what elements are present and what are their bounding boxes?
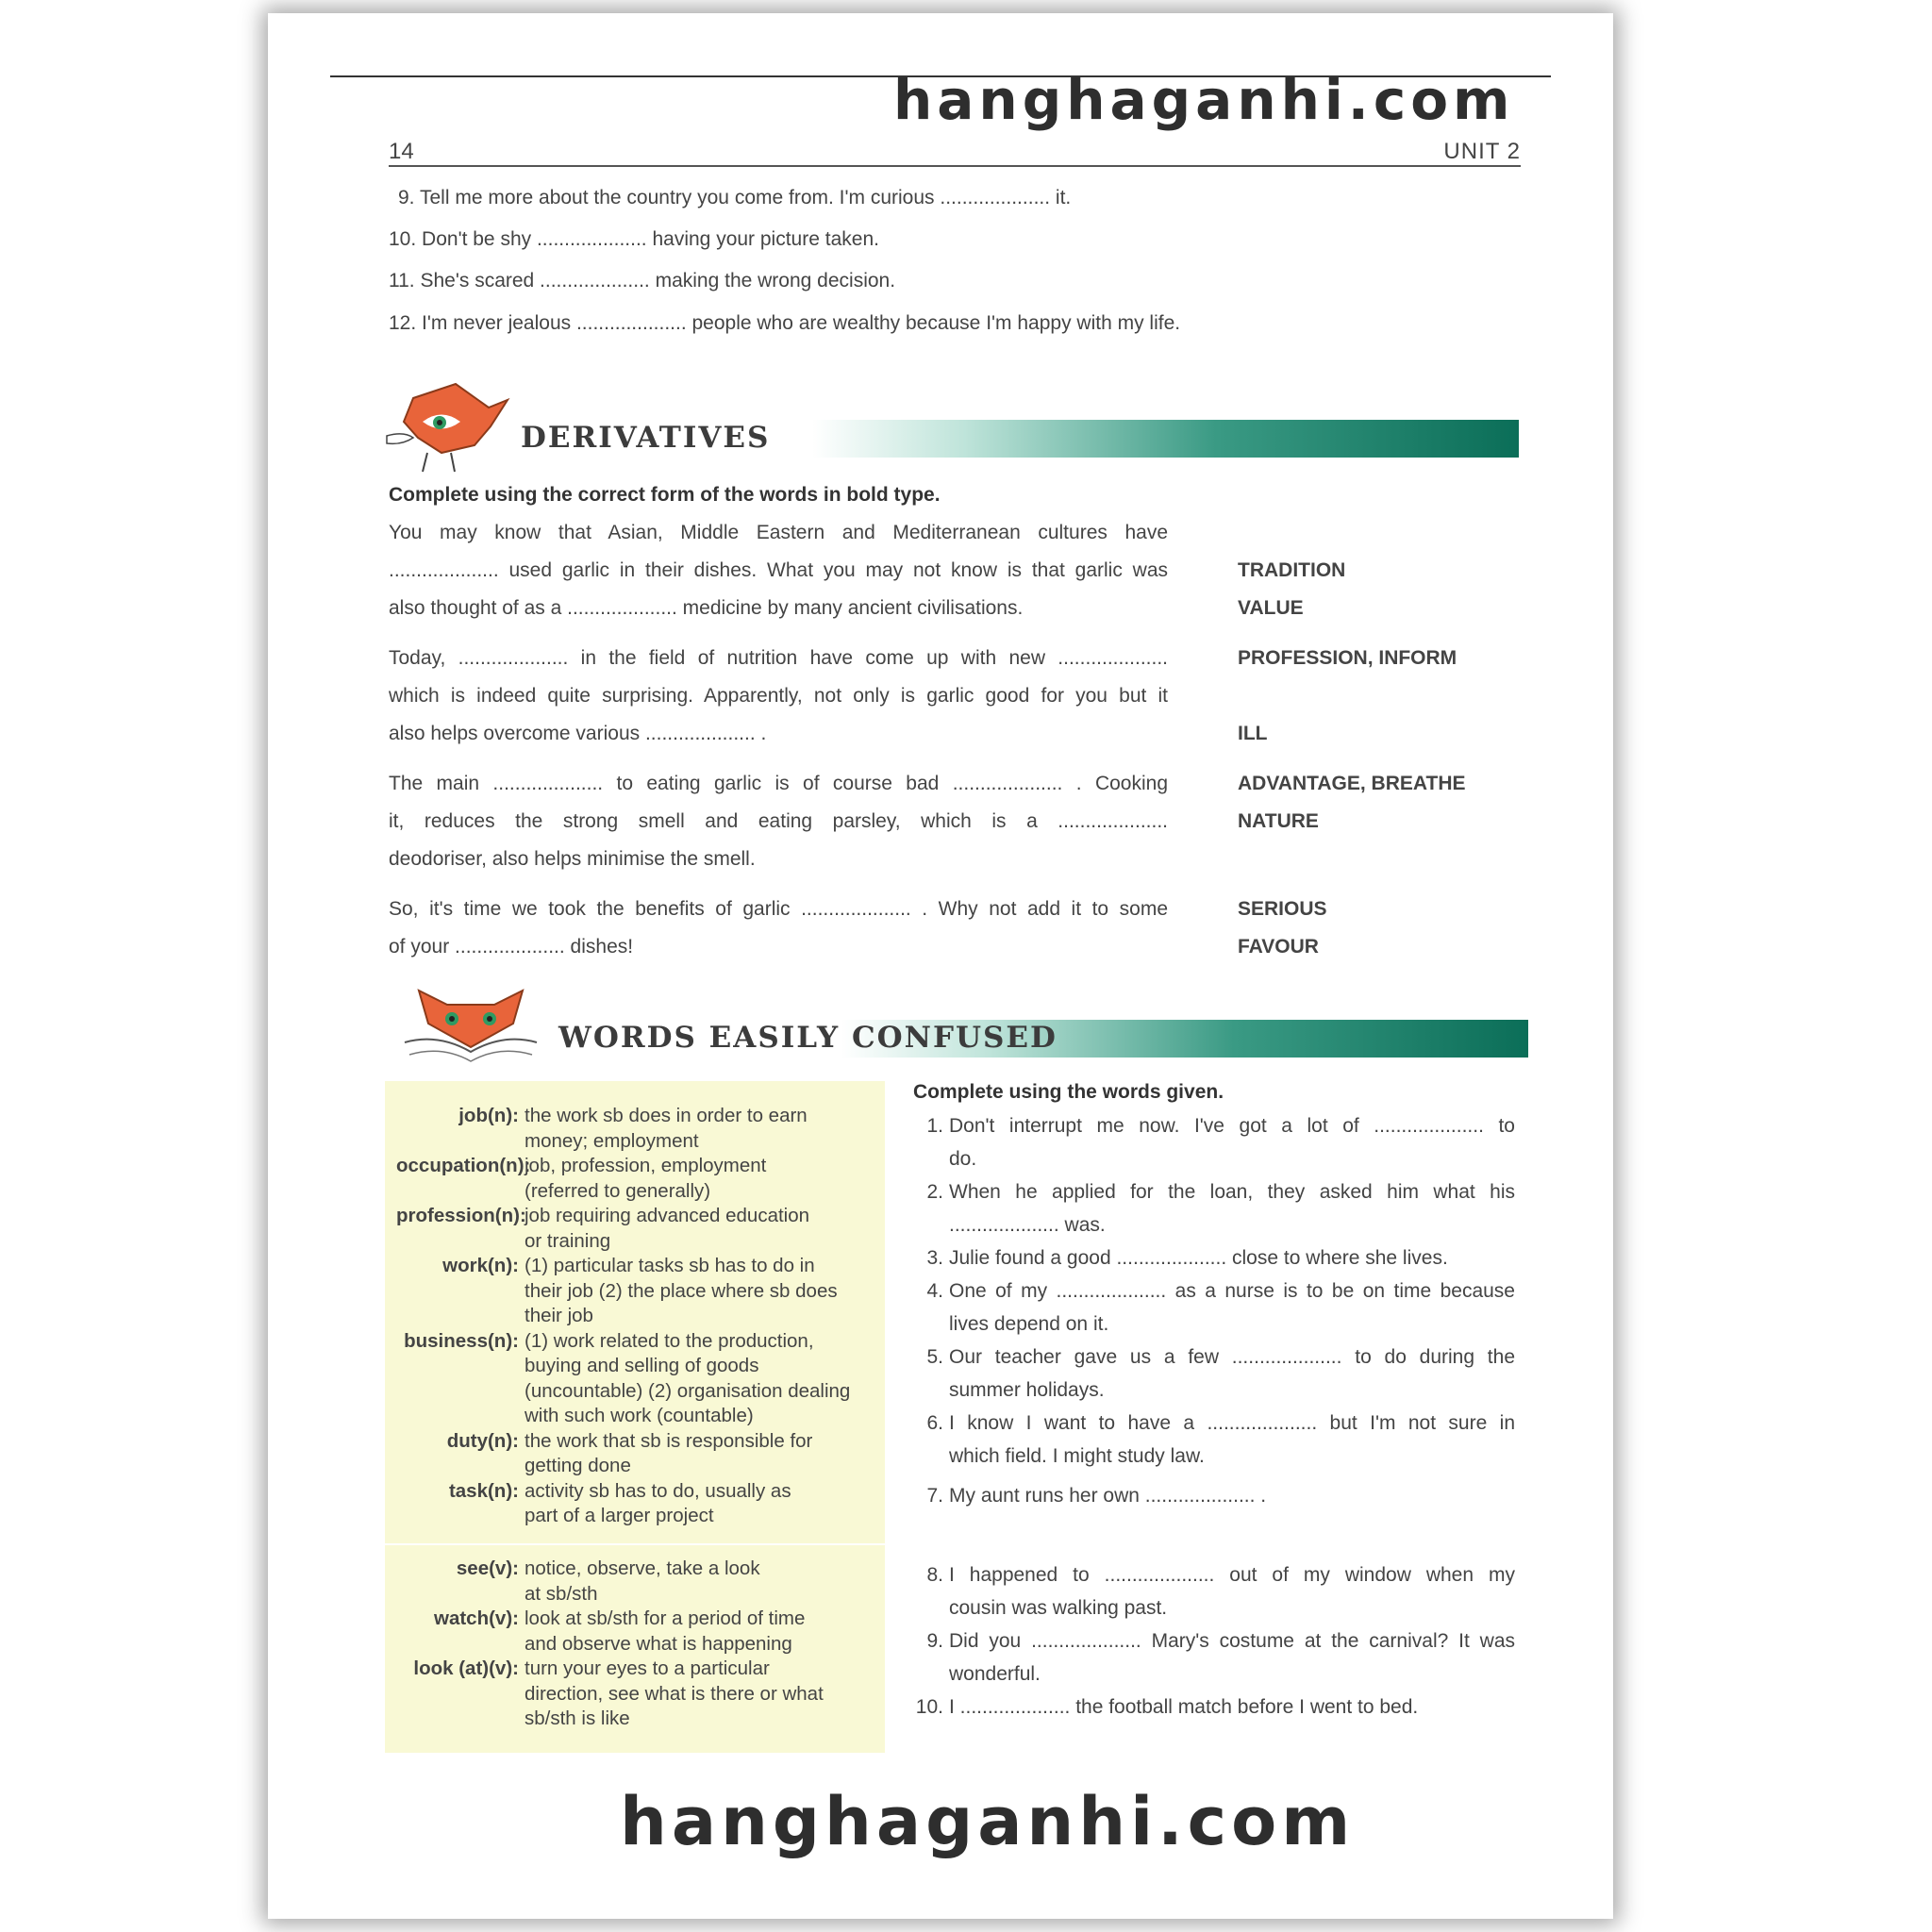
exercise-number: 4.: [926, 1280, 943, 1302]
exercise-line: Don't interrupt me now. I've got a lot of .................... to: [949, 1115, 1515, 1137]
derivatives-line-9: deodoriser, also helps minimise the smell.: [389, 848, 756, 870]
exercise-line: I know I want to have a .................... but I'm not sure in: [949, 1412, 1515, 1434]
exercise-line: lives depend on it.: [949, 1313, 1109, 1335]
definition-line: at sb/sth: [525, 1582, 598, 1605]
exercise-number: 1.: [926, 1115, 943, 1137]
prep-item-9: 9. Tell me more about the country you come from. I'm curious .................... it.: [398, 187, 1072, 208]
exercise-line: My aunt runs her own .................... .: [949, 1485, 1267, 1507]
definition-term: [396, 1204, 526, 1229]
confused-title: WORDS EASILY CONFUSED: [558, 1021, 1058, 1055]
definition-pos: (n):: [494, 1205, 526, 1226]
keyword-nature: NATURE: [1238, 810, 1319, 832]
definition-pos: (n):: [499, 1155, 531, 1176]
derivatives-line-2: .................... used garlic in their dishes. What you may not know is that garlic was: [389, 559, 1168, 581]
definition-pos: (n):: [487, 1105, 519, 1126]
derivatives-line-5: which is indeed quite surprising. Apparently, not only is garlic good for you but it: [389, 685, 1168, 707]
exercise-number: 8.: [926, 1564, 943, 1586]
exercise-line: Our teacher gave us a few .................... to do during the: [949, 1346, 1515, 1368]
definition-line: money; employment: [525, 1129, 699, 1152]
definition-line: look at sb/sth for a period of time: [525, 1607, 806, 1629]
definition-word: job: [458, 1105, 488, 1126]
exercise-line: Julie found a good .................... close to where she lives.: [949, 1247, 1448, 1269]
definition-word: occupation: [396, 1155, 500, 1176]
exercise-line: I happened to .................... out of my window when my: [949, 1564, 1515, 1586]
page-number: 14: [389, 139, 414, 164]
confused-instruction: Complete using the words given.: [913, 1081, 1224, 1103]
prep-item-11: 11. She's scared .................... making the wrong decision.: [389, 270, 896, 291]
definition-term: [396, 1429, 519, 1455]
definition-pos: (v):: [489, 1557, 519, 1579]
exercise-number: 2.: [926, 1181, 943, 1203]
watermark-top: hanghaganhi.com: [893, 68, 1515, 132]
derivatives-line-4: Today, .................... in the field of nutrition have come up with new ....................: [389, 647, 1168, 669]
definition-line: buying and selling of goods: [525, 1355, 759, 1376]
exercise-line: do.: [949, 1148, 977, 1170]
derivatives-title: DERIVATIVES: [521, 421, 771, 455]
derivatives-instruction: Complete using the correct form of the words in bold type.: [389, 484, 941, 506]
definition-term: [396, 1329, 519, 1355]
exercise-number: 3.: [926, 1247, 943, 1269]
definition-pos: (n):: [487, 1429, 519, 1452]
definition-word: look (at): [413, 1657, 490, 1679]
exercise-line: which field. I might study law.: [949, 1445, 1205, 1467]
definition-line: getting done: [525, 1455, 631, 1476]
exercise-number: 9.: [926, 1630, 943, 1652]
keyword-tradition: TRADITION: [1238, 559, 1346, 581]
definition-word: work: [442, 1255, 488, 1276]
definition-term: [396, 1557, 519, 1582]
definition-line: and observe what is happening: [525, 1632, 792, 1655]
page-header: [389, 137, 1521, 167]
definition-line: their job (2) the place where sb does: [525, 1279, 838, 1302]
definition-line: or training: [525, 1229, 611, 1252]
derivatives-line-11: of your .................... dishes!: [389, 936, 634, 958]
definition-line: (1) particular tasks sb has to do in: [525, 1255, 815, 1276]
exercise-line: wonderful.: [949, 1663, 1041, 1685]
prep-item-10: 10. Don't be shy .................... having your picture taken.: [389, 228, 879, 250]
exercise-number: 5.: [926, 1346, 943, 1368]
derivatives-line-1: You may know that Asian, Middle Eastern and Mediterranean cultures have: [389, 522, 1168, 543]
definition-term: [396, 1104, 519, 1129]
definition-pos: (v):: [489, 1657, 519, 1679]
exercise-line: .................... was.: [949, 1214, 1106, 1236]
definition-line: activity sb has to do, usually as: [525, 1479, 791, 1502]
definition-line: sb/sth is like: [525, 1707, 630, 1729]
definition-line: job, profession, employment: [525, 1155, 767, 1176]
definition-line: notice, observe, take a look: [525, 1557, 760, 1579]
keyword-serious: SERIOUS: [1238, 898, 1327, 920]
definition-word: see: [456, 1557, 490, 1579]
exercise-number: 6.: [926, 1412, 943, 1434]
derivatives-line-7: The main .................... to eating garlic is of course bad .................... . Cooking: [389, 773, 1168, 794]
exercise-line: One of my .................... as a nurse is to be on time because: [949, 1280, 1515, 1302]
definition-line: (referred to generally): [525, 1179, 711, 1202]
exercise-number: 7.: [926, 1485, 943, 1507]
definition-pos: (v):: [489, 1607, 519, 1629]
keyword-favour: FAVOUR: [1238, 936, 1319, 958]
definition-word: watch: [434, 1607, 490, 1629]
keyword-advantage-breathe: ADVANTAGE, BREATHE: [1238, 773, 1466, 794]
definition-line: (uncountable) (2) organisation dealing: [525, 1379, 851, 1402]
watermark-bottom: hanghaganhi.com: [620, 1783, 1356, 1860]
prep-item-12: 12. I'm never jealous .................... people who are wealthy because I'm happy with my life.: [389, 312, 1181, 334]
definition-term: [396, 1607, 519, 1632]
definition-line: (1) work related to the production,: [525, 1329, 814, 1352]
definition-pos: (n):: [487, 1479, 519, 1502]
exercise-line: When he applied for the loan, they asked him what his: [949, 1181, 1515, 1203]
definition-line: direction, see what is there or what: [525, 1682, 824, 1705]
exercise-number: 10.: [915, 1696, 943, 1718]
definition-word: business: [404, 1329, 488, 1352]
derivatives-line-3: also thought of as a .................... medicine by many ancient civilisations.: [389, 597, 1024, 619]
definition-line: the work that sb is responsible for: [525, 1429, 813, 1452]
fox-face-mascot-icon: [400, 981, 541, 1066]
derivatives-line-8: it, reduces the strong smell and eating parsley, which is a ....................: [389, 810, 1168, 832]
exercise-line: summer holidays.: [949, 1379, 1105, 1401]
exercise-line: Did you .................... Mary's costume at the carnival? It was: [949, 1630, 1515, 1652]
definition-pos: (n):: [487, 1255, 519, 1276]
definition-term: [396, 1657, 519, 1682]
keyword-profession-inform: PROFESSION, INFORM: [1238, 647, 1457, 669]
exercise-line: cousin was walking past.: [949, 1597, 1168, 1619]
keyword-value: VALUE: [1238, 597, 1304, 619]
derivatives-line-10: So, it's time we took the benefits of garlic .................... . Why not add it to some: [389, 898, 1168, 920]
definition-word: task: [448, 1479, 488, 1502]
definition-line: with such work (countable): [525, 1405, 754, 1426]
unit-label: UNIT 2: [1443, 139, 1521, 164]
definition-word: duty: [446, 1429, 488, 1452]
definition-word: profession: [396, 1205, 495, 1226]
fox-mascot-icon: [385, 379, 512, 474]
definition-line: part of a larger project: [525, 1505, 714, 1526]
definition-line: job requiring advanced education: [525, 1205, 810, 1226]
definition-term: [396, 1479, 519, 1505]
keyword-ill: ILL: [1238, 723, 1268, 744]
definition-pos: (n):: [487, 1329, 519, 1352]
definitions-separator: [385, 1543, 885, 1545]
exercise-line: I .................... the football match before I went to bed.: [949, 1696, 1419, 1718]
derivatives-line-6: also helps overcome various .................... .: [389, 723, 767, 744]
definition-line: their job: [525, 1305, 593, 1326]
definition-line: the work sb does in order to earn: [525, 1105, 808, 1126]
definition-term: [396, 1254, 519, 1279]
definition-line: turn your eyes to a particular: [525, 1657, 770, 1679]
definition-term: [396, 1154, 531, 1179]
